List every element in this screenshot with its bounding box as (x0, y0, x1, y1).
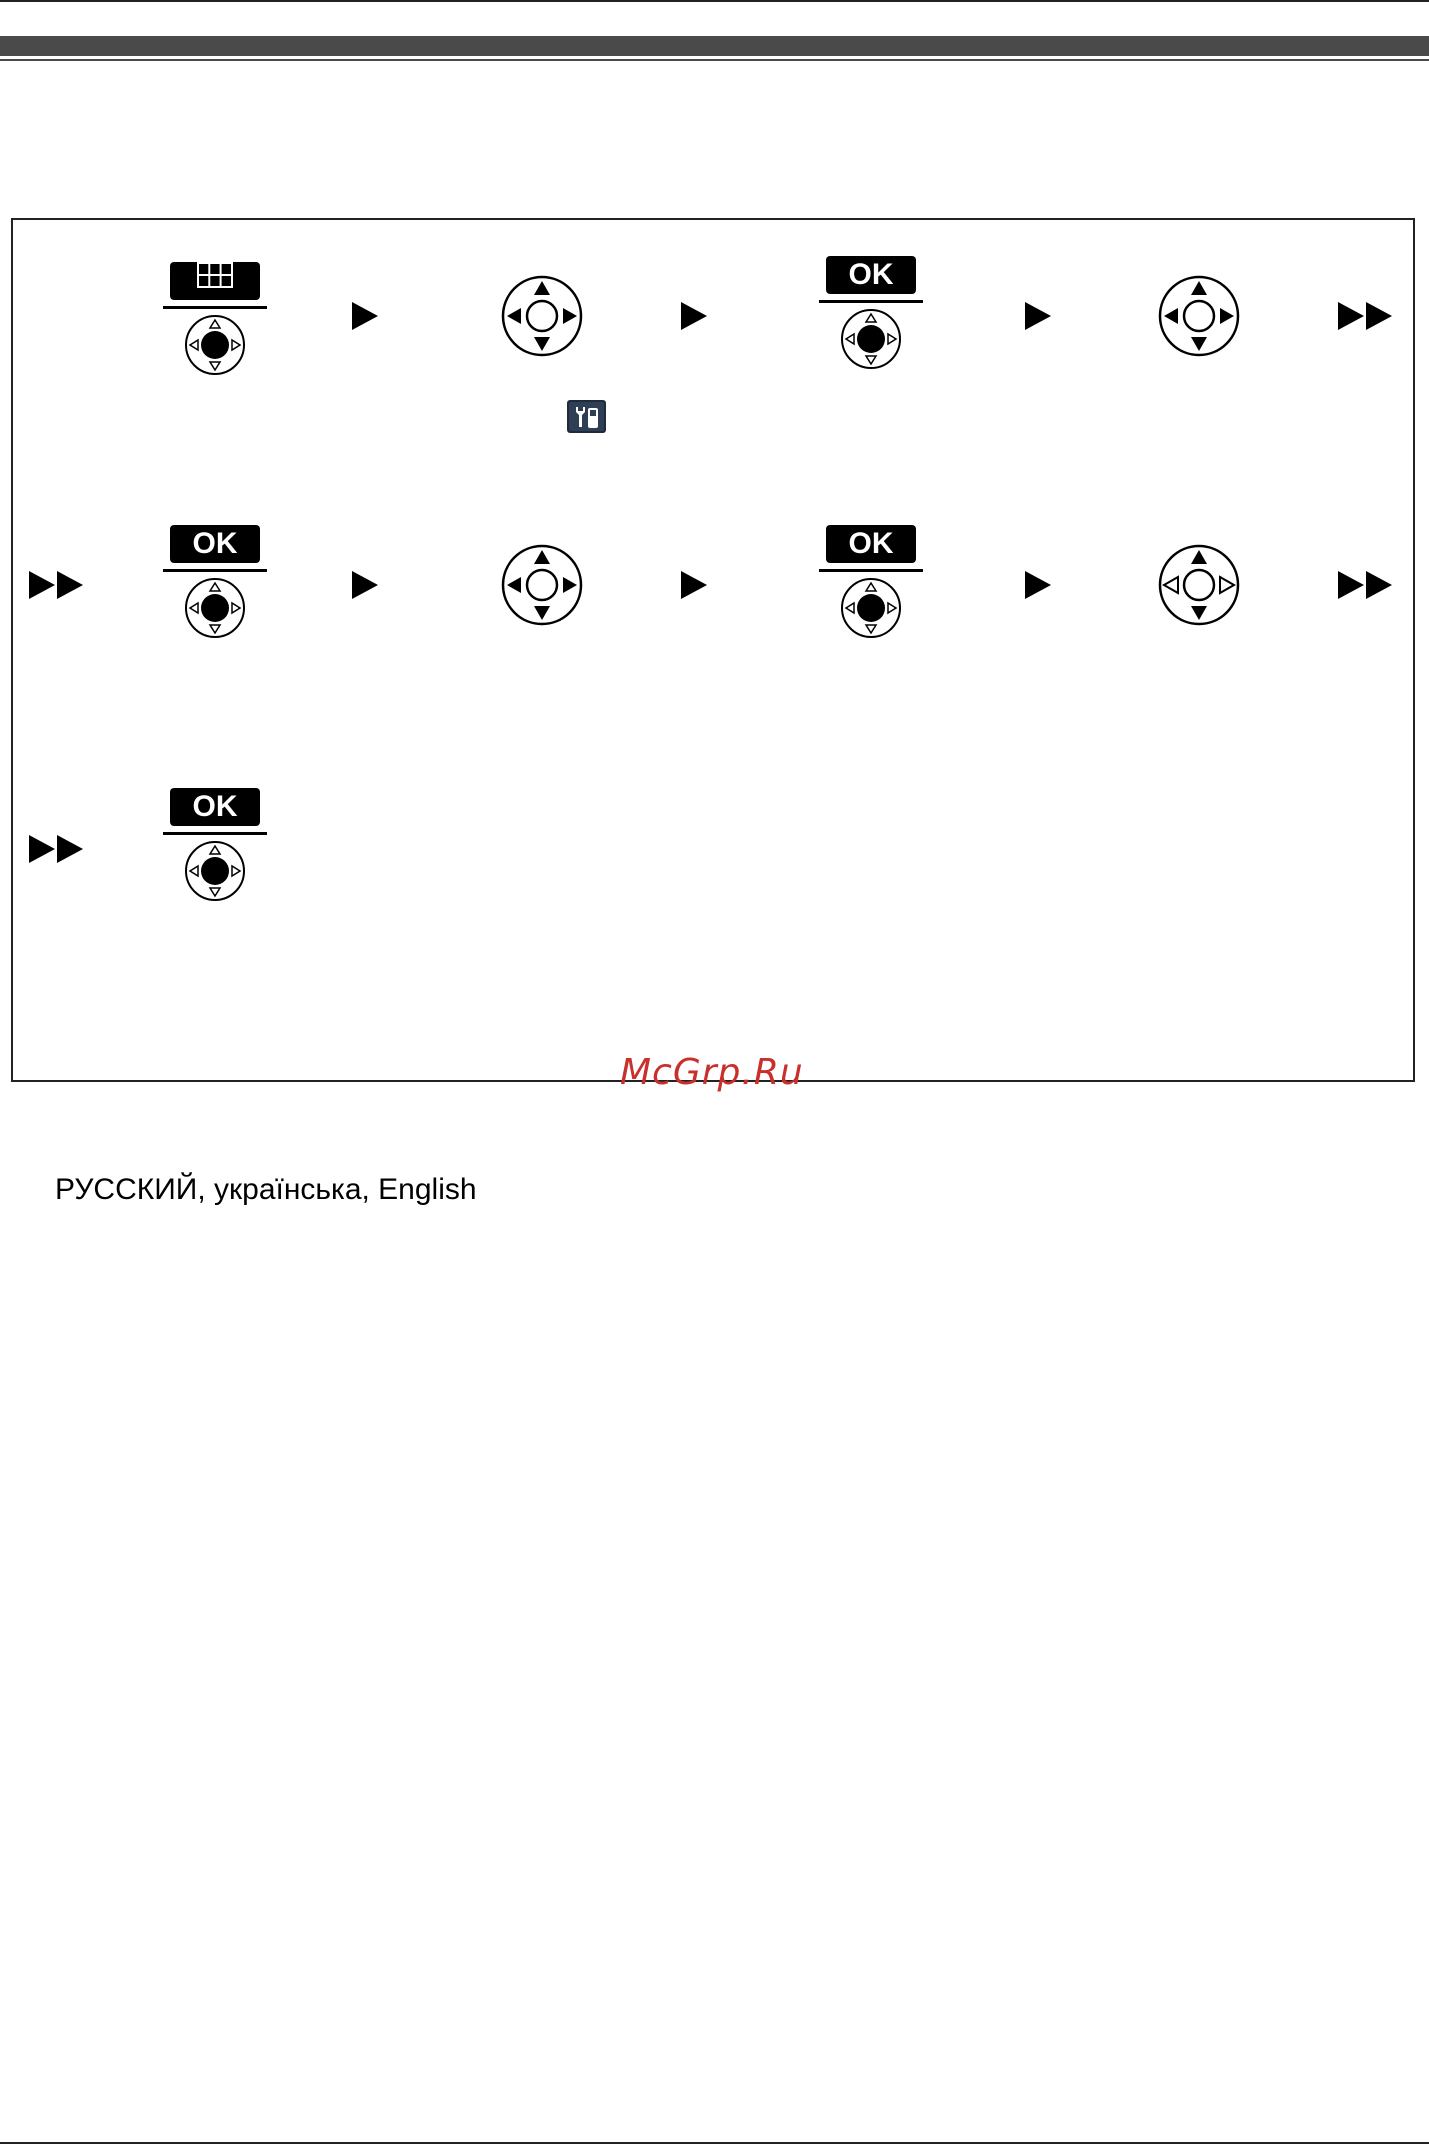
navigator-up-down-icon[interactable] (1158, 544, 1240, 626)
single-arrow-icon (681, 302, 707, 330)
double-arrow-icon (1338, 571, 1394, 599)
center-press-icon (840, 308, 902, 370)
double-arrow-icon (29, 835, 85, 863)
single-arrow-icon (1025, 571, 1051, 599)
double-arrow-icon (29, 571, 85, 599)
single-arrow-icon (352, 571, 378, 599)
setup-tool-icon (567, 400, 606, 433)
watermark: McGrp.Ru (620, 1052, 804, 1093)
navigator-four-way-icon[interactable] (501, 275, 583, 357)
top-border (0, 0, 1429, 2)
single-arrow-icon (352, 302, 378, 330)
center-press-icon (840, 577, 902, 639)
ok-label: OK (826, 256, 916, 294)
ok-label: OK (170, 788, 260, 826)
ok-key[interactable] (819, 256, 923, 370)
ok-key[interactable] (163, 788, 267, 902)
ok-key[interactable] (819, 525, 923, 639)
center-press-icon (184, 577, 246, 639)
center-press-icon (184, 840, 246, 902)
menu-key[interactable] (163, 256, 267, 376)
menu-grid-icon (170, 262, 260, 300)
ok-label: OK (170, 525, 260, 563)
navigator-four-way-icon[interactable] (1158, 275, 1240, 357)
language-list: РУССКИЙ, українська, English (55, 1173, 477, 1206)
bottom-border (0, 2142, 1429, 2144)
double-arrow-icon (1338, 302, 1394, 330)
single-arrow-icon (1025, 302, 1051, 330)
ok-key[interactable] (163, 525, 267, 639)
ok-label: OK (826, 525, 916, 563)
header-rule (0, 59, 1429, 61)
single-arrow-icon (681, 571, 707, 599)
navigator-four-way-icon[interactable] (501, 544, 583, 626)
center-press-icon (184, 314, 246, 376)
header-bar (0, 36, 1429, 56)
